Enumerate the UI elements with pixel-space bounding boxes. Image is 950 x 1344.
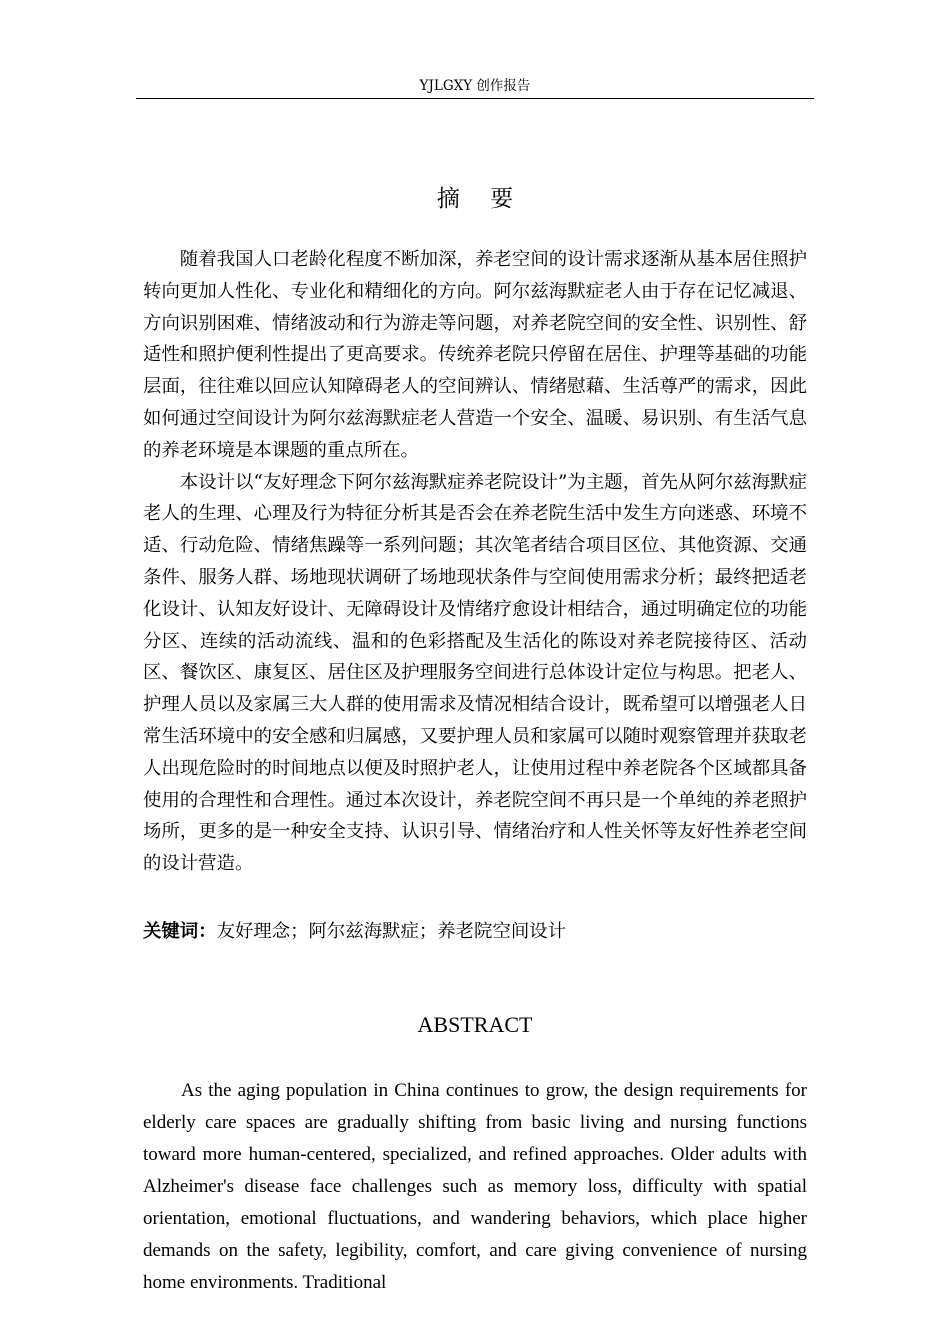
abstract-en-title: ABSTRACT: [417, 1012, 533, 1037]
keywords-line: [143, 916, 807, 947]
header-text: YJLGXY 创作报告: [419, 78, 531, 94]
abstract-zh-paragraph-2: 本设计以“友好理念下阿尔兹海默症养老院设计”为主题，首先从阿尔兹海默症老人的生理、心理及行为特征分析其是否会在养老院生活中发生方向迷惑、环境不适、行动危险、情绪焦躁等一系列问题；其次笔者结合项目区位、其他资源、交通条件、服务人群、场地现状调研了场地现状条件与空间使用需求分析；最终把适老化设计、认知友好设计、无障碍设计及情绪疗愈设计相结合，通过明确定位的功能分区、连续的活动流线、温和的色彩搭配及生活化的陈设对养老院接待区、活动区、餐饮区、康复区、居住区及护理服务空间进行总体设计定位与构思。把老人、护理人员以及家属三大人群的使用需求及情况相结合设计，既希望可以增强老人日常生活环境中的安全感和归属感，又要护理人员和家属可以随时观察管理并获取老人出现危险时的时间地点以便及时照护老人，让使用过程中养老院各个区域都具备使用的合理性和合理性。通过本次设计，养老院空间不再只是一个单纯的养老照护场所，更多的是一种安全支持、认识引导、情绪治疗和人性关怀等友好性养老空间的设计营造。: [143, 471, 807, 875]
page-header: [136, 76, 814, 99]
abstract-zh-paragraph-1: 随着我国人口老龄化程度不断加深，养老空间的设计需求逐渐从基本居住照护转向更加人性化、专业化和精细化的方向。阿尔兹海默症老人由于存在记忆减退、方向识别困难、情绪波动和行为游走等问题，对养老院空间的安全性、识别性、舒适性和照护便利性提出了更高要求。传统养老院只停留在居住、护理等基础的功能层面，往往难以回应认知障碍老人的空间辨认、情绪慰藉、生活尊严的需求，因此如何通过空间设计为阿尔兹海默症老人营造一个安全、温暖、易识别、有生活气息的养老环境是本课题的重点所在。: [143, 249, 807, 461]
abstract-zh-title: 摘 要: [436, 186, 525, 212]
abstract-en-body: [143, 1075, 807, 1315]
keywords-text: 友好理念；阿尔兹海默症；养老院空间设计: [216, 921, 567, 942]
abstract-zh-body: [143, 244, 807, 880]
abstract-en-paragraph: As the aging population in China continues to grow, the design requirements for elderly care spaces are gradually shifting from basic living and nursing functions toward more human-centered, specialized, and refined approaches. Older adults with Alzheimer's disease face challenges such as memory loss, difficulty with spatial orientation, emotional fluctuations, and wandering behaviors, which place higher demands on the safety, legibility, comfort, and care giving convenience of nursing home environments. Traditional: [143, 1080, 807, 1293]
keywords-label: 关键词：: [143, 921, 217, 942]
